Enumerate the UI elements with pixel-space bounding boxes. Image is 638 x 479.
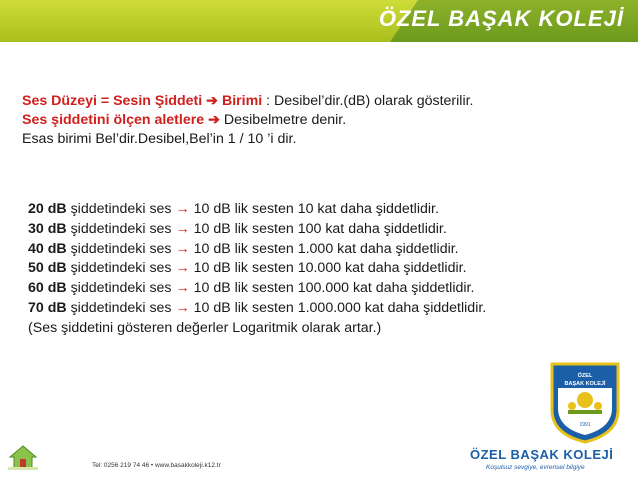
level-text: 10 dB lik sesten 10 kat daha şiddetlidir. <box>189 201 439 217</box>
arrow-icon: ➔ <box>208 112 220 128</box>
level-line <box>28 220 628 240</box>
school-emblem-icon <box>548 360 622 444</box>
intro-term: Ses şiddetini ölçen aletlere <box>22 112 209 128</box>
level-text: şiddetindeki ses <box>66 299 176 316</box>
level-text: şiddetindeki ses <box>66 220 176 237</box>
footer-slogan: Koşulsuz sevgiye, evrensel bilgiye <box>486 464 585 471</box>
intro-term: Ses Düzeyi = Sesin Şiddeti <box>22 93 207 109</box>
level-db: 70 dB <box>28 299 67 316</box>
emblem-top-text: ÖZEL <box>577 373 593 379</box>
arrow-icon: ➔ <box>206 93 219 109</box>
level-line <box>28 200 628 220</box>
note-line: (Ses şiddetini gösteren değerler Logaritmik olarak artar.) <box>28 319 382 336</box>
arrow-icon: → <box>175 280 190 297</box>
level-line <box>28 240 628 260</box>
intro-line <box>22 111 622 130</box>
level-text: şiddetindeki ses <box>66 280 176 297</box>
level-text: şiddetindeki ses <box>66 260 176 277</box>
emblem-year-text: 1991 <box>579 422 591 428</box>
intro-line <box>22 130 622 149</box>
header-bar <box>0 0 638 42</box>
level-db: 50 dB <box>28 260 67 277</box>
level-text: 10 dB lik sesten 1.000 kat daha şiddetlidir. <box>189 240 459 257</box>
level-text: 10 dB lik sesten 100.000 kat daha şiddetlidir. <box>189 280 475 297</box>
level-text: şiddetindeki ses <box>66 240 176 257</box>
level-text: 10 dB lik sesten 1.000.000 kat daha şiddetlidir. <box>189 299 487 316</box>
arrow-icon: → <box>175 260 190 277</box>
level-db: 20 dB <box>28 201 67 217</box>
header-brand: ÖZEL BAŞAK KOLEJİ <box>378 6 624 31</box>
level-db: 60 dB <box>28 280 67 297</box>
home-icon[interactable] <box>8 444 38 470</box>
level-text: 10 dB lik sesten 100 kat daha şiddetlidir. <box>189 220 447 237</box>
intro-term: Birimi <box>218 93 263 109</box>
level-text: 10 dB lik sesten 10.000 kat daha şiddetlidir. <box>189 260 467 277</box>
footer-brand: ÖZEL BAŞAK KOLEJİ <box>470 447 614 462</box>
arrow-icon: → <box>175 299 190 316</box>
levels-block <box>28 200 628 339</box>
emblem-name-text: BAŞAK KOLEJİ <box>564 381 606 387</box>
level-line <box>28 279 628 299</box>
intro-text: Esas birimi Bel’dir.Desibel,Bel’in 1 / 10 ’i dir. <box>22 131 297 147</box>
arrow-icon: → <box>175 220 190 237</box>
contact-info: Tel: 0256 219 74 46 • www.basakkoleji.k12.tr <box>92 462 221 469</box>
arrow-icon: → <box>175 240 190 257</box>
level-line <box>28 299 628 319</box>
level-line <box>28 259 628 279</box>
level-db: 40 dB <box>28 240 67 257</box>
arrow-icon: → <box>175 201 190 217</box>
level-text: şiddetindeki ses <box>66 201 176 217</box>
intro-text: : Desibel’dir.(dB) olarak gösterilir. <box>262 93 474 109</box>
intro-block <box>22 92 622 149</box>
level-db: 30 dB <box>28 220 67 237</box>
intro-text: Desibelmetre denir. <box>219 112 347 128</box>
intro-line <box>22 92 622 111</box>
